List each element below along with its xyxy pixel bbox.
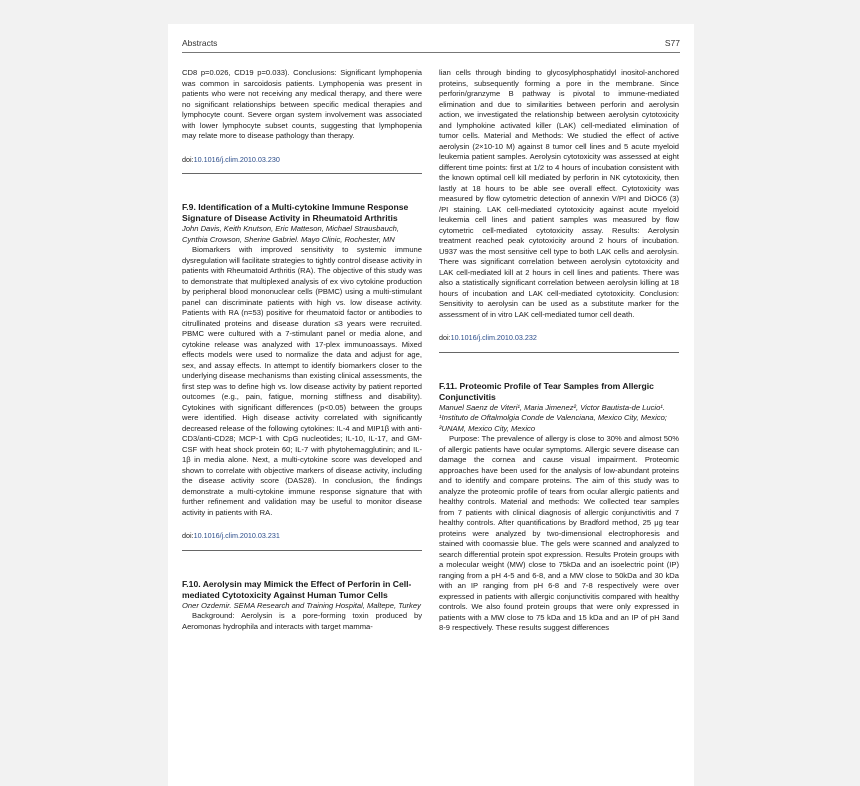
doi-line-231: [182, 531, 422, 542]
doi-link-231[interactable]: 10.1016/j.clim.2010.03.231: [193, 531, 280, 540]
abstract-body-f9: Biomarkers with improved sensitivity to systemic immune dysregulation will facilitate strategies to tightly control disease activity in patients with Rheumatoid Arthritis (RA). The objective of this study was to demonstrate that multiplexed analysis of ex vivo cytokine production by peripheral blood mononuclear cells (PBMC) using a multi-stimulant panel can discriminate patients with high vs. low disease activity. Patients with RA (n=53) positive for rheumatoid factor or antibodies to citrullinated proteins and disease duration ≤3 years were recruited. PBMC were cultured with a 7-stimulant panel or media alone, and cytokine release was analyzed with 17-plex immunoassays. Mixed effects models were used to normalize the data and adjust for age, sex, and assay effects. In attempt to identify biomarkers closer to the underlying disease mechanisms than existing clinical assessments, the first step was to define high vs. low disease activity by patient reported outcomes (e.g., pain, fatigue, morning stiffness and disability). Cytokines with significant differences (p<0.05) between the groups were identified. High disease activity correlated with significantly decreased release of the following cytokines: IL-4 and MIP1β with anti-CD3/anti-CD28; MCP-1 with CpG nucleotides; IL-10, IL-17, and GM-CSF with heat shock protein 60; IL-7 with phytohemagglutinin; and IL-1β in media alone. Next, a multi-cytokine score was developed and shown to correlate with objective markers of disease activity, including the disease activity score (DAS28). In conclusion, the findings demonstrate a multi-cytokine immune response signature that with further refinement and validation may be useful to monitor disease activity in patients with RA.: [182, 245, 422, 517]
journal-page: [168, 24, 694, 786]
page-number: S77: [664, 38, 680, 48]
doi-prefix: doi:: [182, 531, 194, 540]
running-header: [182, 38, 680, 53]
doi-prefix: doi:: [439, 333, 451, 342]
abstract-authors-f11: Manuel Saenz de Viteri¹, Maria Jimenez², Victor Bautista-de Lucio¹. ¹Instituto de Oftalmolgia Conde de Valenciana, Mexico City, Mexico; ²UNAM, Mexico City, Mexico: [439, 402, 667, 433]
abstract-title-f9: F.9. Identification of a Multi-cytokine Immune Response Signature of Disease Activity in Rheumatoid Arthritis: [182, 202, 409, 223]
abstract-body-f11: Purpose: The prevalence of allergy is close to 30% and almost 50% of allergic patients have ocular symptoms. Allergic severe disease can damage the cornea and cause visual impairment. Proteomic approaches have been used for the analysis of low-abundant proteins and to identify and compare proteins. The aim of this study was to analyze the proteomic profile of tears from ocular allergic patients and healthy controls. Material and methods: We collected tear samples from 7 patients with clinical diagnosis of allergic conjunctivitis and 7 healthy controls. After quantifications by Bradford method, 25 μg tear proteins were analyzed by two-dimensional electrophoresis and stained with coomassie blue. The gels were scanned and analyzed to search differential protein spot expression. Results Protein groups with a molecular weight (MW) close to 75kDa and an isoelectric point (IP) ranging from a pH 4-5 and 6-8, and a MW close to 50kDa and 30 kDa with an IP ranging from pH 6-8 and 7-8 respectively were over expressed in patients with allergic conjunctivitis compared with healthy controls. We also found protein groups that were only expressed in patients with a MW close to 75 kDa and 15 kDa and an IP of pH 3and 8-9 respectively. These results suggest differences: [439, 434, 679, 632]
previous-abstract-conclusion: CD8 p=0.026, CD19 p=0.033). Conclusions: Significant lymphopenia was common in sarcoidosis patients. Lymphopenia was present in patients who were not receiving any medical therapy, and there were no significant relationships between specific medical therapies and lymphocyte count. Severe organ system involvement was associated with lower lymphocyte subset counts, suggesting that lymphopenia may relate more to disease pathology than therapy.: [182, 68, 422, 140]
left-column: [182, 68, 422, 632]
abstract-authors-f10: Oner Ozdemir. SEMA Research and Training Hospital, Maltepe, Turkey: [182, 600, 421, 610]
abstract-body-f10-start: Background: Aerolysin is a pore-forming toxin produced by Aeromonas hydrophila and interacts with target mamma-: [182, 611, 422, 631]
abstract-authors-f9: John Davis, Keith Knutson, Eric Matteson, Michael Strausbauch, Cynthia Crowson, Sherine Gabriel. Mayo Clinic, Rochester, MN: [182, 224, 399, 244]
doi-prefix: doi:: [182, 154, 194, 164]
right-column: [439, 68, 679, 634]
abstract-body-f10-continued: lian cells through binding to glycosylphosphatidyl inositol-anchored proteins, subsequently forming a pore in the membrane. Since perforin/granzyme B pathway is pivotal to immune-mediated elimination and due to similarities between perforin and aerolysin action, we investigated the relationship between aerolysin cytotoxicity and lymphokine activated killer (LAK) cell-mediated elimination of tumor cells. Material and Methods: We studied the effect of active aerolysin (2×10-10 M) against 8 tumor cell lines and 5 acute myeloid leukemia patient samples. Aerolysin cytotoxicity was assessed at eight different time points: first at 1/2 to 4 hours of incubation consistent with the known optimal cell kill mediated by perforin in NK cytotoxicity, then lastly at 18 hours to be able see overall effect. Cytotoxicity was measured by flow cytometric detection of annexin V/PI and DiOC6 (3) /PI staining. LAK cell-mediated cytotoxicity against acute myeloid leukemia cell lines and patient samples was measured by flow cytometric cell-mediated cytotoxicity assay. Results: Aerolysin treatment reached peak cytotoxicity around 2 hours of incubation. U937 was the most sensitive cell type to both LAK cells and aerolysin. There was significant correlation between aerolysin cytotoxicity and LAK cell-mediated kill at 2 hours in cell lines and patients. There was also a statistically significant correlation between aerolysin killing at 18 hours of incubation and LAK cell-mediated cytotoxicity. Conclusion: Sensitivity to aerolysin can be used as a substitute marker for the assessment of in vitro LAK cell-mediated tumor cell death.: [439, 68, 679, 319]
running-header-title: Abstracts: [182, 38, 218, 48]
doi-link-232[interactable]: 10.1016/j.clim.2010.03.232: [450, 333, 537, 342]
abstract-title-f11: F.11. Proteomic Profile of Tear Samples from Allergic Conjunctivitis: [439, 380, 654, 402]
doi-line-232: [439, 333, 679, 344]
abstract-title-f10: F.10. Aerolysin may Mimick the Effect of Perforin in Cell-mediated Cytotoxicity Against Human Tumor Cells: [182, 578, 412, 600]
doi-line-230: [182, 155, 422, 166]
doi-link-230[interactable]: 10.1016/j.clim.2010.03.230: [193, 154, 280, 164]
